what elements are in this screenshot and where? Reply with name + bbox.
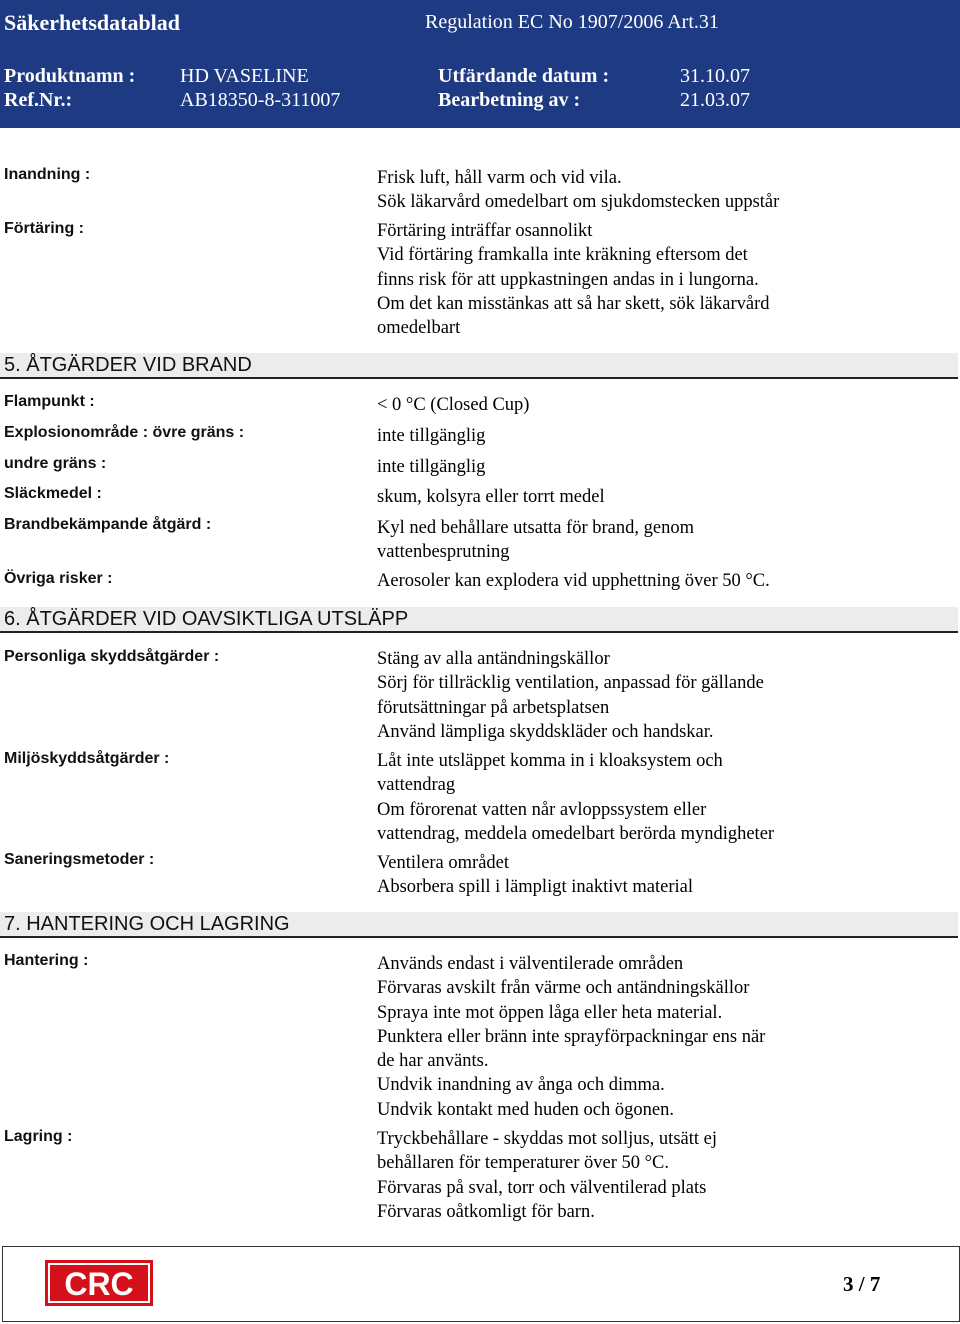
- inhalation-label: Inandning :: [4, 166, 91, 183]
- firefighting-text: [377, 516, 694, 565]
- ref-value: AB18350-8-311007: [180, 89, 341, 111]
- text-line: Vid förtäring framkalla inte kräkning eftersom det: [377, 245, 748, 266]
- text-line: Förtäring inträffar osannolikt: [377, 221, 593, 241]
- text-line: behållaren för temperaturer över 50 °C.: [377, 1153, 669, 1174]
- text-line: Undvik kontakt med huden och ögonen.: [377, 1099, 674, 1120]
- explosion-label: Explosionområde : övre gräns :: [4, 424, 245, 441]
- section-7-title: 7. HANTERING OCH LAGRING: [4, 913, 290, 935]
- issued-label: Utfärdande datum :: [438, 65, 610, 87]
- cleanup-text: [377, 851, 693, 900]
- regulation-text: Regulation EC No 1907/2006 Art.31: [425, 11, 719, 33]
- text-line: förutsättningar på arbetsplatsen: [377, 697, 610, 718]
- text-line: Ventilera området: [377, 853, 510, 873]
- text-line: Spraya inte mot öppen låga eller heta material.: [377, 1002, 723, 1023]
- company-address: Touwslagerstraat 1, 9240 Zele – Belgium: [367, 1281, 599, 1296]
- text-line: Om förorenat vatten når avloppssystem eller: [377, 799, 707, 820]
- text-line: Punktera eller bränn inte sprayförpackningar ens när: [377, 1026, 766, 1047]
- personal-precautions-label: Personliga skyddsåtgärder :: [4, 648, 220, 665]
- handling-label: Hantering :: [4, 952, 89, 969]
- company-name: CRC Industries Europe bvba: [361, 1257, 605, 1281]
- text-line: vattendrag: [377, 775, 456, 796]
- section-6-title: 6. ÅTGÄRDER VID OAVSIKTLIGA UTSLÄPP: [4, 608, 409, 630]
- text-line: Använd lämpliga skyddskläder och handskar.: [377, 721, 714, 742]
- text-line: Undvik inandning av ånga och dimma.: [377, 1075, 665, 1096]
- ingestion-text: [377, 219, 770, 340]
- text-line: Om det kan misstänkas att så har skett, sök läkarvård: [377, 293, 770, 314]
- extinguish-value: skum, kolsyra eller torrt medel: [377, 487, 605, 507]
- text-line: Låt inte utsläppet komma in i kloaksystem och: [377, 751, 723, 771]
- personal-precautions-text: [377, 647, 764, 744]
- handling-text: [377, 952, 765, 1122]
- firefighting-label: Brandbekämpande åtgärd :: [4, 516, 212, 533]
- cleanup-label: Saneringsmetoder :: [4, 851, 155, 868]
- document-header: [0, 0, 960, 128]
- text-line: finns risk för att uppkastningen andas in i lungorna.: [377, 269, 759, 290]
- section-7-heading: [0, 912, 958, 938]
- doc-title: Säkerhetsdatablad: [4, 10, 181, 35]
- product-label: Produktnamn :: [4, 65, 136, 87]
- revised-value: 21.03.07: [680, 89, 750, 111]
- revised-label: Bearbetning av :: [438, 89, 581, 111]
- text-line: Tryckbehållare - skyddas mot solljus, utsätt ej: [377, 1129, 717, 1149]
- ingestion-label: Förtäring :: [4, 220, 84, 237]
- text-line: Kyl ned behållare utsatta för brand, genom: [377, 518, 694, 538]
- svg-text:CRC: CRC: [64, 1266, 134, 1302]
- text-line: Sök läkarvård omedelbart om sjukdomstecken uppstår: [377, 192, 780, 213]
- text-line: Absorbera spill i lämpligt inaktivt material: [377, 877, 693, 898]
- text-line: vattendrag, meddela omedelbart berörda myndigheter: [377, 823, 775, 844]
- issued-value: 31.10.07: [680, 65, 750, 87]
- page-number: 3 / 7: [843, 1272, 881, 1296]
- document-footer: [2, 1246, 960, 1322]
- text-line: Används endast i välventilerade områden: [377, 954, 684, 974]
- lower-limit-label: undre gräns :: [4, 455, 107, 472]
- section-5-title: 5. ÅTGÄRDER VID BRAND: [4, 354, 252, 376]
- lower-limit-value: inte tillgänglig: [377, 457, 486, 477]
- inhalation-text: [377, 166, 779, 215]
- product-value: HD VASELINE: [180, 65, 309, 87]
- ref-label: Ref.Nr.:: [4, 89, 73, 111]
- explosion-value: inte tillgänglig: [377, 426, 486, 446]
- extinguish-label: Släckmedel :: [4, 485, 102, 502]
- environmental-text: [377, 749, 774, 846]
- section-6-heading: [0, 607, 958, 633]
- crc-logo: [43, 1258, 155, 1308]
- text-line: de har använts.: [377, 1051, 489, 1072]
- text-line: omedelbart: [377, 318, 461, 339]
- text-line: vattenbesprutning: [377, 542, 510, 563]
- text-line: Förvaras avskilt från värme och antändningskällor: [377, 978, 750, 999]
- text-line: Förvaras på sval, torr och välventilerad plats: [377, 1177, 707, 1198]
- section-5-heading: [0, 353, 958, 379]
- storage-label: Lagring :: [4, 1128, 73, 1145]
- storage-text: [377, 1127, 717, 1224]
- other-risks-label: Övriga risker :: [4, 570, 113, 587]
- other-risks-value: Aerosoler kan explodera vid upphettning över 50 °C.: [377, 571, 770, 591]
- flashpoint-value: < 0 °C (Closed Cup): [377, 395, 530, 415]
- text-line: Sörj för tillräcklig ventilation, anpassad för gällande: [377, 673, 764, 694]
- environmental-label: Miljöskyddsåtgärder :: [4, 750, 170, 767]
- text-line: Förvaras oåtkomligt för barn.: [377, 1201, 595, 1222]
- text-line: Stäng av alla antändningskällor: [377, 649, 610, 669]
- company-contact: Tel (+32) (0) 52 / 45 60 11 – Fax (+32) (0) 52 / 45 00 34 – www.crcind.com: [270, 1297, 696, 1312]
- flashpoint-label: Flampunkt :: [4, 393, 95, 410]
- text-line: Frisk luft, håll varm och vid vila.: [377, 168, 622, 188]
